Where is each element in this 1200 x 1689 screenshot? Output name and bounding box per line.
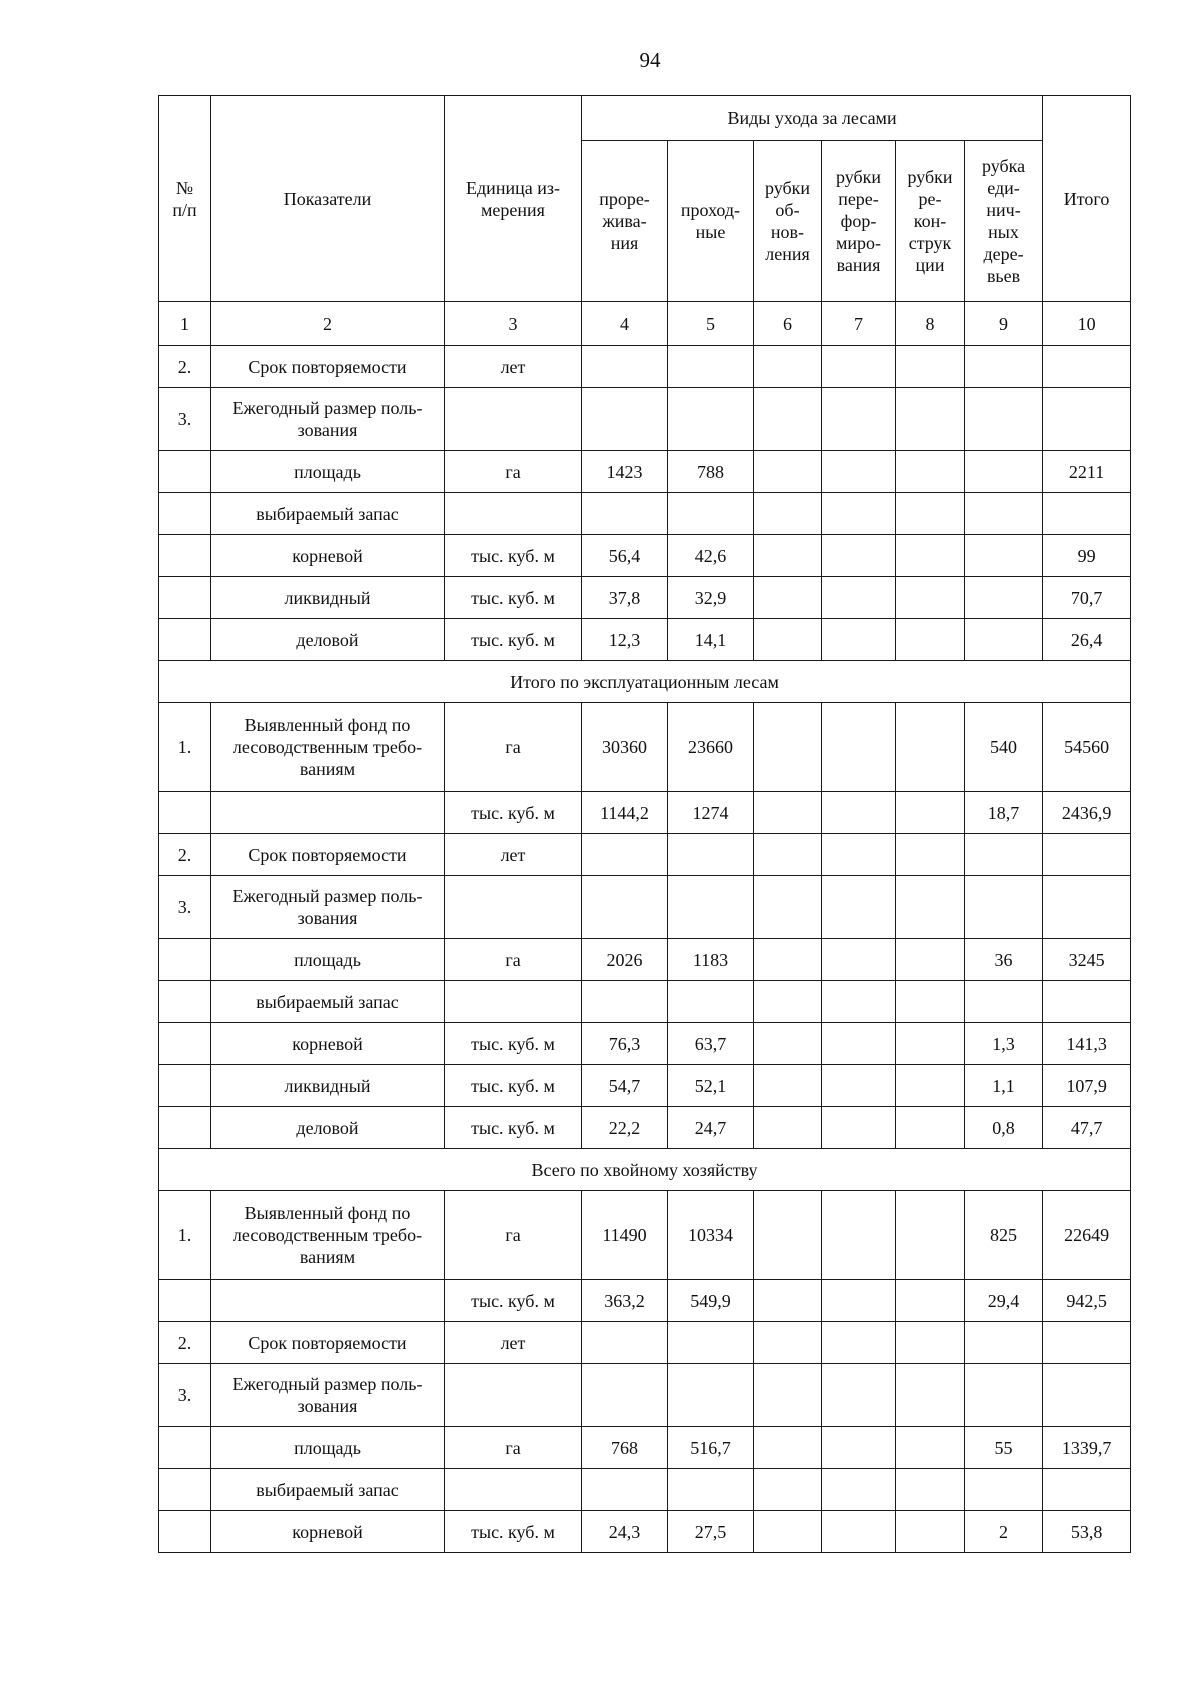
value-cell: 11490 [582, 1191, 668, 1280]
value-cell: 1339,7 [1043, 1427, 1131, 1469]
value-cell [896, 1322, 965, 1364]
table-row [159, 981, 1131, 1023]
value-cell: 540 [965, 703, 1043, 792]
value-cell [896, 1280, 965, 1322]
table-row [159, 792, 1131, 834]
value-cell: 1,3 [965, 1023, 1043, 1065]
value-cell [754, 939, 822, 981]
value-cell [754, 876, 822, 939]
value-cell [896, 388, 965, 451]
value-cell [754, 1107, 822, 1149]
unit-cell: тыс. куб. м [445, 535, 582, 577]
value-cell [896, 792, 965, 834]
indicator-cell: корневой [211, 1023, 445, 1065]
row-number-cell [159, 619, 211, 661]
value-cell [1043, 388, 1131, 451]
row-number-cell [159, 535, 211, 577]
value-cell [965, 1322, 1043, 1364]
value-cell: 2211 [1043, 451, 1131, 493]
value-cell [896, 876, 965, 939]
value-cell [1043, 876, 1131, 939]
value-cell [822, 451, 896, 493]
value-cell [822, 1191, 896, 1280]
value-cell: 2 [965, 1511, 1043, 1553]
value-cell [822, 1023, 896, 1065]
value-cell [822, 1427, 896, 1469]
value-cell [754, 451, 822, 493]
value-cell [965, 577, 1043, 619]
indicator-cell: корневой [211, 535, 445, 577]
unit-cell: га [445, 1191, 582, 1280]
column-number: 7 [822, 302, 896, 346]
value-cell [754, 1191, 822, 1280]
header-total: Итого [1043, 96, 1131, 302]
column-number: 1 [159, 302, 211, 346]
indicator-cell: площадь [211, 939, 445, 981]
unit-cell: тыс. куб. м [445, 1065, 582, 1107]
value-cell [965, 493, 1043, 535]
unit-cell: тыс. куб. м [445, 1023, 582, 1065]
value-cell: 516,7 [668, 1427, 754, 1469]
value-cell: 1423 [582, 451, 668, 493]
value-cell [754, 792, 822, 834]
value-cell [896, 451, 965, 493]
unit-cell: га [445, 703, 582, 792]
value-cell [1043, 981, 1131, 1023]
value-cell [896, 703, 965, 792]
value-cell [896, 939, 965, 981]
value-cell [582, 1322, 668, 1364]
value-cell: 22,2 [582, 1107, 668, 1149]
value-cell: 363,2 [582, 1280, 668, 1322]
value-cell [1043, 1469, 1131, 1511]
value-cell: 37,8 [582, 577, 668, 619]
value-cell [754, 619, 822, 661]
value-cell [896, 1511, 965, 1553]
value-cell: 54,7 [582, 1065, 668, 1107]
table-row [159, 939, 1131, 981]
table-row [159, 535, 1131, 577]
indicator-cell [211, 792, 445, 834]
value-cell: 54560 [1043, 703, 1131, 792]
value-cell [822, 619, 896, 661]
value-cell [896, 1469, 965, 1511]
row-number-cell [159, 792, 211, 834]
value-cell [754, 535, 822, 577]
value-cell [754, 388, 822, 451]
section-title: Всего по хвойному хозяйству [159, 1149, 1131, 1191]
table-row [159, 1364, 1131, 1427]
value-cell: 99 [1043, 535, 1131, 577]
page-number: 94 [639, 48, 661, 72]
value-cell: 56,4 [582, 535, 668, 577]
value-cell [754, 1065, 822, 1107]
row-number-cell: 3. [159, 876, 211, 939]
value-cell [668, 1469, 754, 1511]
value-cell [1043, 1364, 1131, 1427]
table-row [159, 451, 1131, 493]
unit-cell [445, 981, 582, 1023]
row-number-cell [159, 1107, 211, 1149]
table-row [159, 1427, 1131, 1469]
indicator-cell [211, 1280, 445, 1322]
indicator-cell: выбираемый запас [211, 981, 445, 1023]
value-cell: 70,7 [1043, 577, 1131, 619]
value-cell: 549,9 [668, 1280, 754, 1322]
value-cell [668, 834, 754, 876]
indicator-cell: площадь [211, 451, 445, 493]
value-cell [896, 1023, 965, 1065]
unit-cell: га [445, 451, 582, 493]
value-cell: 1274 [668, 792, 754, 834]
table-row [159, 1107, 1131, 1149]
value-cell: 768 [582, 1427, 668, 1469]
value-cell [822, 703, 896, 792]
column-number-row [159, 302, 1131, 346]
value-cell [582, 346, 668, 388]
value-cell: 0,8 [965, 1107, 1043, 1149]
row-number-cell [159, 1280, 211, 1322]
value-cell: 30360 [582, 703, 668, 792]
value-cell: 2436,9 [1043, 792, 1131, 834]
value-cell [965, 535, 1043, 577]
value-cell: 29,4 [965, 1280, 1043, 1322]
header-care-type: рубки ре- кон- струк ции [896, 141, 965, 302]
value-cell [822, 981, 896, 1023]
unit-cell [445, 876, 582, 939]
value-cell [754, 1364, 822, 1427]
value-cell: 12,3 [582, 619, 668, 661]
value-cell [754, 1469, 822, 1511]
value-cell: 36 [965, 939, 1043, 981]
value-cell [822, 535, 896, 577]
value-cell [965, 876, 1043, 939]
value-cell: 3245 [1043, 939, 1131, 981]
value-cell [822, 1322, 896, 1364]
table-row [159, 1511, 1131, 1553]
value-cell [896, 535, 965, 577]
value-cell: 76,3 [582, 1023, 668, 1065]
table-row [159, 703, 1131, 792]
column-number: 9 [965, 302, 1043, 346]
value-cell [822, 876, 896, 939]
value-cell [754, 834, 822, 876]
indicator-cell: деловой [211, 619, 445, 661]
value-cell: 53,8 [1043, 1511, 1131, 1553]
header-unit: Единица из- мерения [445, 96, 582, 302]
value-cell: 23660 [668, 703, 754, 792]
row-number-cell: 1. [159, 703, 211, 792]
value-cell: 14,1 [668, 619, 754, 661]
header-care-types-group: Виды ухода за лесами [582, 96, 1043, 141]
unit-cell [445, 1469, 582, 1511]
indicator-cell: Срок повторяемости [211, 834, 445, 876]
value-cell: 26,4 [1043, 619, 1131, 661]
row-number-cell [159, 1023, 211, 1065]
header-care-type: проход- ные [668, 141, 754, 302]
table-row [159, 1191, 1131, 1280]
section-title: Итого по эксплуатационным лесам [159, 661, 1131, 703]
value-cell [896, 981, 965, 1023]
value-cell [822, 792, 896, 834]
value-cell [822, 493, 896, 535]
header-num: № п/п [159, 96, 211, 302]
value-cell [582, 1364, 668, 1427]
value-cell [896, 577, 965, 619]
indicator-cell: площадь [211, 1427, 445, 1469]
indicator-cell: Выявленный фонд по лесоводственным требо- ваниям [211, 1191, 445, 1280]
value-cell: 22649 [1043, 1191, 1131, 1280]
unit-cell: лет [445, 834, 582, 876]
unit-cell [445, 493, 582, 535]
unit-cell: тыс. куб. м [445, 1280, 582, 1322]
value-cell [754, 1280, 822, 1322]
table-body [159, 346, 1131, 1553]
table-row [159, 1469, 1131, 1511]
table-row [159, 493, 1131, 535]
value-cell: 825 [965, 1191, 1043, 1280]
indicator-cell: выбираемый запас [211, 1469, 445, 1511]
value-cell [754, 577, 822, 619]
value-cell [1043, 1322, 1131, 1364]
value-cell [822, 1364, 896, 1427]
table-row [159, 346, 1131, 388]
value-cell: 10334 [668, 1191, 754, 1280]
value-cell: 18,7 [965, 792, 1043, 834]
row-number-cell: 2. [159, 1322, 211, 1364]
column-number: 6 [754, 302, 822, 346]
value-cell [896, 1065, 965, 1107]
column-number: 2 [211, 302, 445, 346]
value-cell [1043, 493, 1131, 535]
unit-cell: тыс. куб. м [445, 1107, 582, 1149]
value-cell [754, 1427, 822, 1469]
value-cell [582, 834, 668, 876]
unit-cell: тыс. куб. м [445, 1511, 582, 1553]
unit-cell: лет [445, 346, 582, 388]
value-cell: 55 [965, 1427, 1043, 1469]
table-row [159, 1065, 1131, 1107]
header-care-type: рубки об- нов- ления [754, 141, 822, 302]
forest-care-table [158, 95, 1131, 1553]
value-cell [822, 939, 896, 981]
table-row [159, 577, 1131, 619]
value-cell [582, 981, 668, 1023]
table-row [159, 834, 1131, 876]
column-number: 5 [668, 302, 754, 346]
value-cell [754, 703, 822, 792]
value-cell [822, 1511, 896, 1553]
value-cell [754, 981, 822, 1023]
value-cell: 2026 [582, 939, 668, 981]
value-cell [668, 388, 754, 451]
value-cell [822, 1280, 896, 1322]
value-cell [822, 1065, 896, 1107]
value-cell [896, 493, 965, 535]
value-cell [668, 1364, 754, 1427]
header-indicator: Показатели [211, 96, 445, 302]
value-cell [896, 346, 965, 388]
indicator-cell: ликвидный [211, 1065, 445, 1107]
value-cell [582, 388, 668, 451]
row-number-cell: 3. [159, 1364, 211, 1427]
value-cell: 47,7 [1043, 1107, 1131, 1149]
value-cell: 788 [668, 451, 754, 493]
indicator-cell: ликвидный [211, 577, 445, 619]
header-care-type: рубка еди- нич- ных дере- вьев [965, 141, 1043, 302]
value-cell: 1183 [668, 939, 754, 981]
value-cell [822, 346, 896, 388]
value-cell [896, 1364, 965, 1427]
table-row [159, 1280, 1131, 1322]
indicator-cell: Срок повторяемости [211, 1322, 445, 1364]
header-care-type: проре- жива- ния [582, 141, 668, 302]
value-cell [582, 493, 668, 535]
table-row [159, 876, 1131, 939]
row-number-cell [159, 981, 211, 1023]
value-cell [896, 1427, 965, 1469]
value-cell [965, 346, 1043, 388]
row-number-cell: 2. [159, 346, 211, 388]
indicator-cell: деловой [211, 1107, 445, 1149]
value-cell: 141,3 [1043, 1023, 1131, 1065]
row-number-cell [159, 939, 211, 981]
section-row [159, 661, 1131, 703]
value-cell [965, 451, 1043, 493]
value-cell [896, 1191, 965, 1280]
value-cell [822, 577, 896, 619]
value-cell [896, 1107, 965, 1149]
value-cell [582, 1469, 668, 1511]
indicator-cell: Срок повторяемости [211, 346, 445, 388]
value-cell [965, 388, 1043, 451]
column-number: 10 [1043, 302, 1131, 346]
row-number-cell [159, 1511, 211, 1553]
indicator-cell: Ежегодный размер поль- зования [211, 876, 445, 939]
table-row [159, 1023, 1131, 1065]
value-cell [754, 346, 822, 388]
row-number-cell: 2. [159, 834, 211, 876]
value-cell [896, 834, 965, 876]
row-number-cell [159, 493, 211, 535]
indicator-cell: выбираемый запас [211, 493, 445, 535]
value-cell: 1,1 [965, 1065, 1043, 1107]
unit-cell [445, 1364, 582, 1427]
row-number-cell [159, 1469, 211, 1511]
value-cell: 942,5 [1043, 1280, 1131, 1322]
row-number-cell [159, 1065, 211, 1107]
unit-cell: га [445, 939, 582, 981]
indicator-cell: Ежегодный размер поль- зования [211, 388, 445, 451]
unit-cell: тыс. куб. м [445, 792, 582, 834]
value-cell [822, 1469, 896, 1511]
value-cell [1043, 834, 1131, 876]
value-cell [1043, 346, 1131, 388]
row-number-cell [159, 1427, 211, 1469]
value-cell [582, 876, 668, 939]
unit-cell: га [445, 1427, 582, 1469]
column-number: 3 [445, 302, 582, 346]
value-cell: 42,6 [668, 535, 754, 577]
value-cell [668, 1322, 754, 1364]
value-cell [668, 346, 754, 388]
value-cell: 32,9 [668, 577, 754, 619]
value-cell [668, 876, 754, 939]
section-row [159, 1149, 1131, 1191]
column-number: 8 [896, 302, 965, 346]
value-cell: 63,7 [668, 1023, 754, 1065]
row-number-cell [159, 577, 211, 619]
table-row [159, 388, 1131, 451]
unit-cell: лет [445, 1322, 582, 1364]
unit-cell: тыс. куб. м [445, 619, 582, 661]
row-number-cell: 1. [159, 1191, 211, 1280]
value-cell [754, 1511, 822, 1553]
value-cell [754, 493, 822, 535]
indicator-cell: Выявленный фонд по лесоводственным требо- ваниям [211, 703, 445, 792]
value-cell: 107,9 [1043, 1065, 1131, 1107]
value-cell: 52,1 [668, 1065, 754, 1107]
value-cell [822, 388, 896, 451]
value-cell [668, 493, 754, 535]
table-row [159, 619, 1131, 661]
value-cell [965, 1364, 1043, 1427]
value-cell: 24,3 [582, 1511, 668, 1553]
indicator-cell: Ежегодный размер поль- зования [211, 1364, 445, 1427]
value-cell [965, 981, 1043, 1023]
value-cell: 27,5 [668, 1511, 754, 1553]
value-cell [896, 619, 965, 661]
value-cell [822, 834, 896, 876]
value-cell [965, 1469, 1043, 1511]
indicator-cell: корневой [211, 1511, 445, 1553]
table-row [159, 1322, 1131, 1364]
unit-cell: тыс. куб. м [445, 577, 582, 619]
row-number-cell: 3. [159, 388, 211, 451]
unit-cell [445, 388, 582, 451]
column-number: 4 [582, 302, 668, 346]
value-cell [965, 834, 1043, 876]
table-header [159, 96, 1131, 346]
row-number-cell [159, 451, 211, 493]
value-cell [668, 981, 754, 1023]
value-cell [822, 1107, 896, 1149]
value-cell: 1144,2 [582, 792, 668, 834]
value-cell: 24,7 [668, 1107, 754, 1149]
header-care-type: рубки пере- фор- миро- вания [822, 141, 896, 302]
value-cell [754, 1023, 822, 1065]
value-cell [754, 1322, 822, 1364]
value-cell [965, 619, 1043, 661]
